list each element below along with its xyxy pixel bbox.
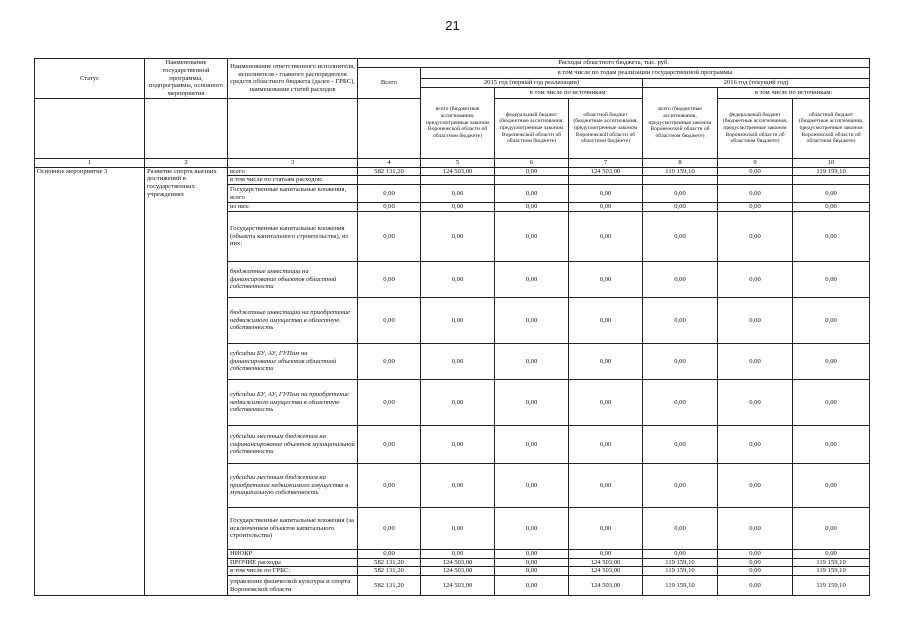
row-label: НИОКР: [228, 549, 358, 558]
value-cell: 124 503,00: [421, 567, 495, 576]
value-cell: 124 503,00: [569, 567, 643, 576]
value-cell: 0,00: [643, 261, 718, 297]
col-num: 6: [495, 158, 569, 167]
row-label: бюджетные инвестиции на финансирование объектов областной собственности: [228, 261, 358, 297]
value-cell: 0,00: [718, 167, 793, 176]
value-cell: 0,00: [358, 185, 421, 203]
budget-table: [34, 58, 870, 596]
value-cell: 124 503,00: [569, 576, 643, 596]
header-2016-sources: в том числе по источникам:: [718, 87, 870, 98]
value-cell: 0,00: [358, 261, 421, 297]
value-cell: 0,00: [421, 185, 495, 203]
header-executor: Наименование ответственного исполнителя, исполнителя - главного распорядителя средств областного бюджета (далее - ГРБС), наименование статей расходов: [228, 59, 358, 99]
value-cell: 0,00: [643, 203, 718, 212]
value-cell: 0,00: [495, 425, 569, 463]
value-cell: 124 503,00: [569, 167, 643, 176]
value-cell: 0,00: [718, 211, 793, 261]
value-cell: 0,00: [569, 261, 643, 297]
value-cell: 0,00: [793, 379, 870, 425]
value-cell: 0,00: [569, 507, 643, 549]
value-cell: 582 131,20: [358, 576, 421, 596]
header-year-2016: 2016 год (текущий год): [643, 79, 870, 88]
value-cell: 0,00: [421, 549, 495, 558]
value-cell: 582 131,20: [358, 167, 421, 176]
value-cell: 0,00: [421, 211, 495, 261]
value-cell: 0,00: [643, 185, 718, 203]
activity-name-cell: Развитие спорта высших достижений в государственных учреждениях: [145, 167, 228, 596]
value-cell: 0,00: [643, 425, 718, 463]
row-label: субсидии местным бюджетам на приобретение недвижимого имущества в муниципальную собственность: [228, 463, 358, 507]
value-cell: 0,00: [358, 507, 421, 549]
row-label: Государственные капитальные вложения (за исключением объектов капитального строительства): [228, 507, 358, 549]
col-num: 5: [421, 158, 495, 167]
value-cell: 124 503,00: [569, 558, 643, 567]
value-cell: 0,00: [358, 549, 421, 558]
value-cell: 0,00: [793, 463, 870, 507]
value-cell: 0,00: [718, 576, 793, 596]
value-cell: 0,00: [793, 343, 870, 379]
value-cell: 0,00: [718, 379, 793, 425]
value-cell: 0,00: [358, 203, 421, 212]
value-cell: 119 159,10: [793, 558, 870, 567]
value-cell: 0,00: [495, 549, 569, 558]
col-num: 2: [145, 158, 228, 167]
header-expenses: Расходы областного бюджета, тыс. руб.: [358, 59, 870, 68]
col-num: 1: [35, 158, 145, 167]
value-cell: 0,00: [718, 297, 793, 343]
value-cell: 0,00: [358, 463, 421, 507]
column-numbers-row: [35, 158, 870, 167]
value-cell: [643, 176, 718, 185]
value-cell: 0,00: [569, 463, 643, 507]
row-label: в том числе по статьям расходов:: [228, 176, 358, 185]
value-cell: 0,00: [793, 425, 870, 463]
value-cell: 119 159,10: [643, 567, 718, 576]
col-num: 10: [793, 158, 870, 167]
value-cell: 0,00: [569, 203, 643, 212]
value-cell: 0,00: [421, 203, 495, 212]
row-label: в том числе по ГРБС:: [228, 567, 358, 576]
value-cell: 0,00: [643, 343, 718, 379]
value-cell: 0,00: [495, 507, 569, 549]
value-cell: 0,00: [793, 211, 870, 261]
value-cell: 0,00: [421, 343, 495, 379]
value-cell: 0,00: [358, 211, 421, 261]
value-cell: 0,00: [495, 558, 569, 567]
value-cell: 0,00: [643, 463, 718, 507]
value-cell: 119 159,10: [793, 576, 870, 596]
value-cell: 119 159,10: [643, 576, 718, 596]
col-num: 4: [358, 158, 421, 167]
col-num: 9: [718, 158, 793, 167]
value-cell: 0,00: [643, 297, 718, 343]
value-cell: [569, 176, 643, 185]
value-cell: [718, 176, 793, 185]
value-cell: [421, 176, 495, 185]
header-2015-regional: областной бюджет (бюджетные ассигнования, предусмотренные законом Воронежской области об областном бюджете): [569, 98, 643, 158]
header-program-name: Наименование государственной программы, подпрограммы, основного мероприятия: [145, 59, 228, 99]
value-cell: 0,00: [495, 576, 569, 596]
value-cell: 119 159,10: [793, 567, 870, 576]
value-cell: 0,00: [421, 297, 495, 343]
table-body: [35, 167, 870, 596]
value-cell: 0,00: [358, 297, 421, 343]
header-2016-total: всего (бюджетные ассигнования, предусмотренные законом Воронежской области об областном бюджете): [643, 87, 718, 158]
value-cell: 124 503,00: [421, 576, 495, 596]
value-cell: 0,00: [718, 343, 793, 379]
value-cell: 0,00: [793, 203, 870, 212]
value-cell: 0,00: [793, 507, 870, 549]
row-label: субсидии БУ, АУ, ГУПам на финансирование объектов областной собственности: [228, 343, 358, 379]
row-label: всего: [228, 167, 358, 176]
header-2015-total: всего (бюджетные ассигнования, предусмотренные законом Воронежской области об областном бюджете): [421, 87, 495, 158]
value-cell: 119 159,10: [643, 167, 718, 176]
value-cell: 124 503,00: [421, 558, 495, 567]
value-cell: 0,00: [643, 211, 718, 261]
value-cell: 0,00: [495, 211, 569, 261]
value-cell: 582 131,20: [358, 567, 421, 576]
row-label: субсидии БУ, АУ, ГУПам на приобретение недвижимого имущества в областную собственность: [228, 379, 358, 425]
value-cell: 0,00: [495, 343, 569, 379]
value-cell: 0,00: [643, 549, 718, 558]
value-cell: 0,00: [793, 185, 870, 203]
row-label: ПРОЧИЕ расходы: [228, 558, 358, 567]
value-cell: 0,00: [793, 261, 870, 297]
value-cell: [358, 176, 421, 185]
row-label: Государственные капитальные вложения, всего: [228, 185, 358, 203]
value-cell: 0,00: [495, 261, 569, 297]
value-cell: 0,00: [569, 379, 643, 425]
header-year-2015: 2015 год (первый год реализации): [421, 79, 643, 88]
value-cell: 0,00: [569, 425, 643, 463]
header-2015-federal: федеральный бюджет (бюджетные ассигнования, предусмотренные законом Воронежской области об областном бюджете): [495, 98, 569, 158]
value-cell: 0,00: [569, 185, 643, 203]
value-cell: 0,00: [718, 261, 793, 297]
value-cell: 0,00: [358, 425, 421, 463]
value-cell: 124 503,00: [421, 167, 495, 176]
col-num: 3: [228, 158, 358, 167]
value-cell: 0,00: [421, 507, 495, 549]
value-cell: 0,00: [421, 379, 495, 425]
value-cell: 0,00: [569, 211, 643, 261]
value-cell: 0,00: [421, 463, 495, 507]
value-cell: 0,00: [718, 463, 793, 507]
value-cell: 0,00: [718, 558, 793, 567]
value-cell: 0,00: [718, 185, 793, 203]
value-cell: 0,00: [495, 379, 569, 425]
value-cell: 0,00: [495, 185, 569, 203]
value-cell: 582 131,20: [358, 558, 421, 567]
row-label: бюджетные инвестиции на приобретение недвижимого имущества в областную собственность: [228, 297, 358, 343]
value-cell: 0,00: [495, 203, 569, 212]
value-cell: 0,00: [718, 567, 793, 576]
value-cell: 0,00: [569, 343, 643, 379]
row-label: из них:: [228, 203, 358, 212]
header-by-years: в том числе по годам реализации государственной программы: [421, 68, 870, 79]
row-label: субсидии местным бюджетам на софинансирование объектов муниципальной собственности: [228, 425, 358, 463]
value-cell: 0,00: [718, 203, 793, 212]
value-cell: 0,00: [421, 261, 495, 297]
value-cell: 0,00: [569, 549, 643, 558]
value-cell: 0,00: [358, 379, 421, 425]
value-cell: 0,00: [495, 567, 569, 576]
header-status: Статус: [35, 59, 145, 99]
value-cell: 0,00: [421, 425, 495, 463]
value-cell: 0,00: [643, 507, 718, 549]
value-cell: 119 159,10: [793, 167, 870, 176]
value-cell: 0,00: [718, 549, 793, 558]
header-total: Всего: [358, 68, 421, 99]
value-cell: 0,00: [793, 549, 870, 558]
header-2016-federal: федеральный бюджет (бюджетные ассигнования, предусмотренные законом Воронежской области об областном бюджете): [718, 98, 793, 158]
row-label: управление физической культуры и спорта Воронежской области: [228, 576, 358, 596]
value-cell: [495, 176, 569, 185]
value-cell: 0,00: [569, 297, 643, 343]
header-2016-regional: областной бюджет (бюджетные ассигнования, предусмотренные законом Воронежской области об областном бюджете): [793, 98, 870, 158]
value-cell: 0,00: [495, 167, 569, 176]
row-label: Государственные капитальные вложения (объекты капитального строительства), из них:: [228, 211, 358, 261]
value-cell: 0,00: [643, 379, 718, 425]
col-num: 7: [569, 158, 643, 167]
status-cell: Основное мероприятие 3: [35, 167, 145, 596]
value-cell: 0,00: [718, 507, 793, 549]
value-cell: 0,00: [793, 297, 870, 343]
value-cell: 119 159,10: [643, 558, 718, 567]
table-row: [35, 167, 870, 176]
col-num: 8: [643, 158, 718, 167]
value-cell: 0,00: [495, 463, 569, 507]
value-cell: 0,00: [358, 343, 421, 379]
value-cell: [793, 176, 870, 185]
value-cell: 0,00: [495, 297, 569, 343]
page-number: 21: [445, 18, 460, 33]
header-2015-sources: в том числе по источникам:: [495, 87, 643, 98]
value-cell: 0,00: [718, 425, 793, 463]
